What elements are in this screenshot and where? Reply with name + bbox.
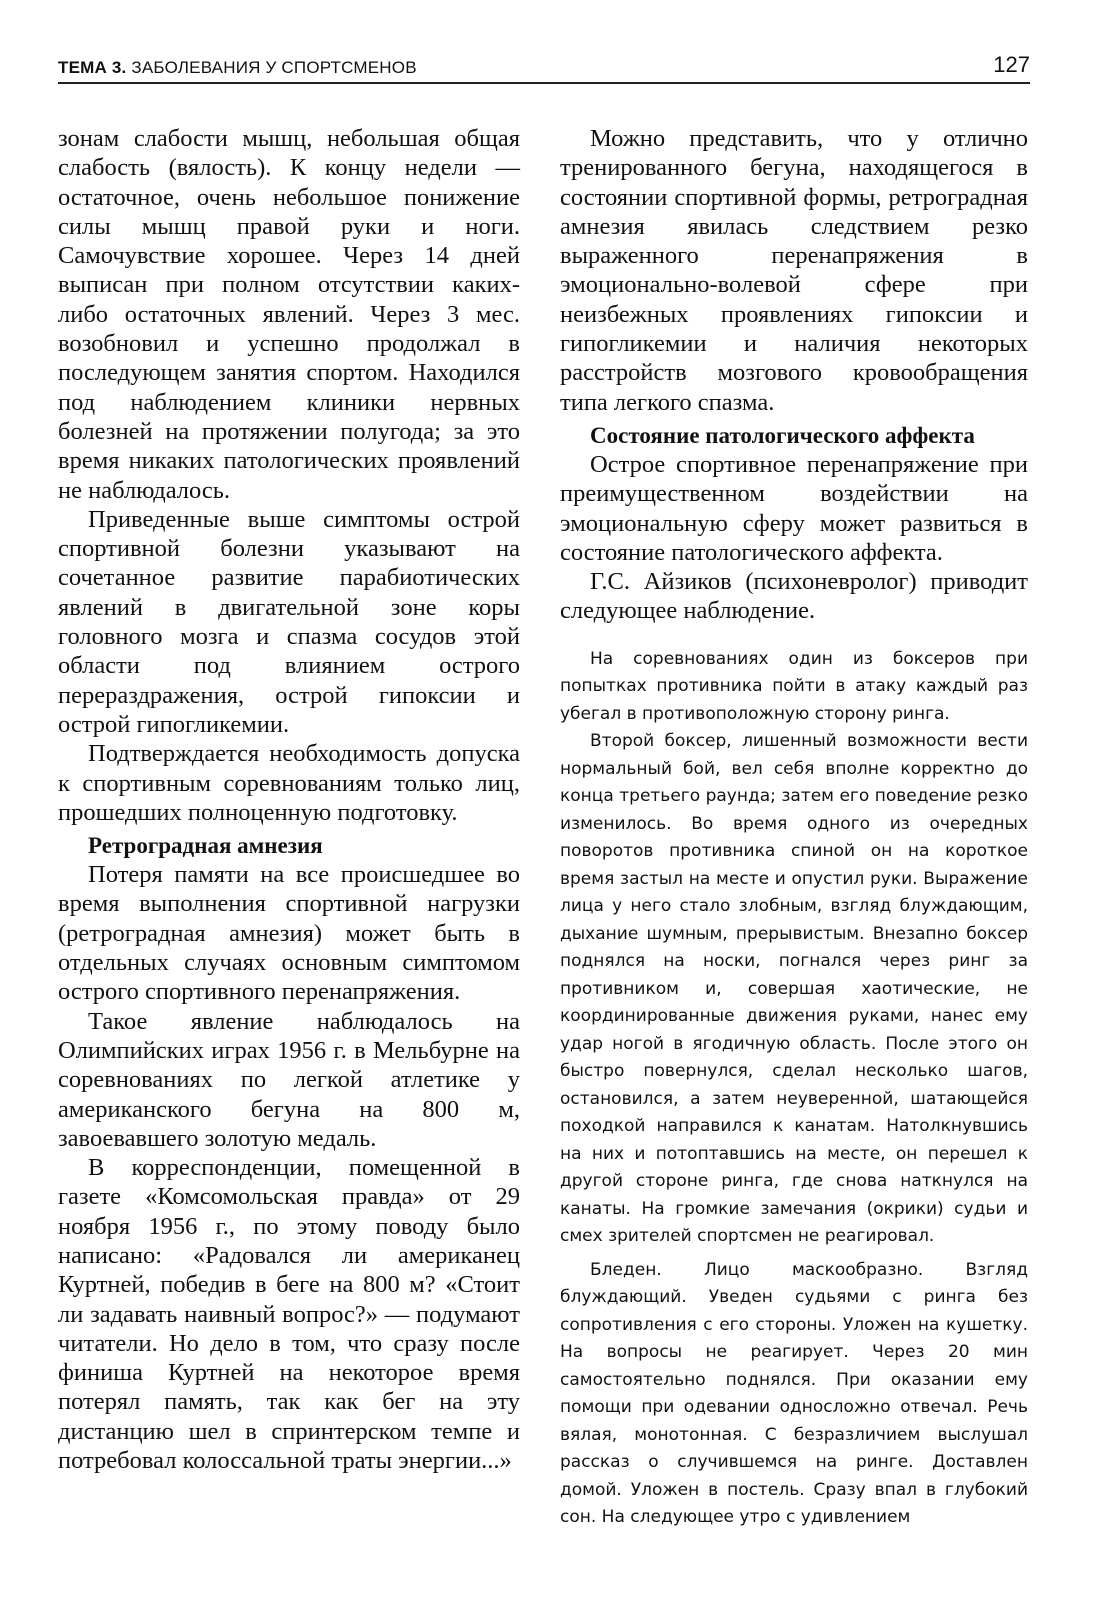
page-number: 127 (993, 52, 1030, 77)
topic-label: ТЕМА 3. (58, 58, 127, 77)
paragraph: Г.С. Айзиков (психоневролог) приводит следующее наблюдение. (560, 568, 1028, 625)
case-paragraph: Второй боксер, лишенный возможности вести нормальный бой, вел себя вполне корректно до конца третьего раунда; затем его поведение резко изменилось. Во время одного из очередных поворотов противника спиной он на короткое время застыл на месте и опустил руки. Выражение лица у него стало злобным, взгляд блуждающим, дыхание шумным, прерывистым. Внезапно боксер поднялся на носки, погнался через ринг за противником и, совершая хаотические, не координированные движения руками, нанес ему удар ногой в ягодичную область. После этого он быстро повернулся, сделал несколько шагов, остановился, а затем неуверенной, шатающейся походкой направился к канатам. Натолкнувшись на них и потоптавшись на месте, он перешел к другой стороне ринга, где снова наткнулся на канаты. На громкие замечания (окрики) судьи и смех зрителей спортсмен не реагировал. (560, 731, 1028, 1247)
section-heading-retrograde-amnesia: Ретроградная амнезия (88, 833, 323, 859)
paragraph: В корреспонденции, помещенной в газете «Комсомольская правда» от 29 ноября 1956 г., по этому поводу было написано: «Радовался ли американец Куртней, победив в беге на 800 м? «Стоит ли задавать наивный вопрос?» — подумают читатели. Но дело в том, что сразу после финиша Куртней на некоторое время потерял память, так как бег на эту дистанцию шел в спринтерском темпе и потребовал колоссальной траты энергии...» (58, 1154, 520, 1475)
paragraph: Можно представить, что у отлично тренированного бегуна, находящегося в состоянии спортивной формы, ретроградная амнезия явилась следствием резко выраженного перенапряжения в эмоционально-волевой сфере при неизбежных проявлениях гипоксии и гипогликемии и наличия некоторых расстройств мозгового кровообращения типа легкого спазма. (560, 125, 1028, 416)
section-heading-pathological-affect: Состояние патологического аффекта (590, 422, 975, 448)
paragraph: Подтверждается необходимость допуска к спортивным соревнованиям только лиц, прошедших полноценную подготовку. (58, 740, 520, 826)
paragraph: Такое явление наблюдалось на Олимпийских играх 1956 г. в Мельбурне на соревнованиях по легкой атлетике у американского бегуна на 800 м, завоевавшего золотую медаль. (58, 1007, 520, 1152)
paragraph: Приведенные выше симптомы острой спортивной болезни указывают на сочетанное развитие парабиотических явлений в двигательной зоне коры головного мозга и спазма сосудов этой области под влиянием острого перераздражения, острой гипоксии и острой гипогликемии. (58, 505, 520, 738)
running-header (58, 52, 1030, 84)
spacer (560, 626, 1028, 646)
right-column (560, 124, 1028, 1532)
paragraph: зонам слабости мышц, небольшая общая слабость (вялость). К концу недели — остаточное, очень небольшое понижение силы мышц правой руки и ноги. Самочувствие хорошее. Через 14 дней выписан при полном отсутствии каких-либо остаточных явлений. Через 3 мес. возобновил и успешно продолжал в последующем занятия спортом. Находился под наблюдением клиники нервных болезней на протяжении полугода; за это время никаких патологических проявлений не наблюдалось. (58, 125, 520, 504)
paragraph: Потеря памяти на все происшедшее во время выполнения спортивной нагрузки (ретроградная амнезия) может быть в отдельных случаях основным симптомом острого спортивного перенапряжения. (58, 861, 520, 1006)
topic-title: ЗАБОЛЕВАНИЯ У СПОРТСМЕНОВ (131, 58, 417, 77)
paragraph: Острое спортивное перенапряжение при преимущественном воздействии на эмоциональную сферу может развиться в состояние патологического аффекта. (560, 450, 1028, 566)
case-paragraph: Бледен. Лицо маскообразно. Взгляд блуждающий. Уведен судьями с ринга без сопротивления с его стороны. Уложен на кушетку. На вопросы не реагирует. Через 20 мин самостоятельно поднялся. При оказании ему помощи при одевании односложно отвечал. Речь вялая, монотонная. С безразличием выслушал рассказ о случившемся на ринге. Доставлен домой. Уложен в постель. Сразу впал в глубокий сон. На следующее утро с удивлением (560, 1259, 1028, 1528)
case-paragraph: На соревнованиях один из боксеров при попытках противника пойти в атаку каждый раз убегал в противоположную сторону ринга. (560, 648, 1028, 724)
left-column (58, 124, 520, 1475)
chapter-heading (58, 58, 417, 78)
